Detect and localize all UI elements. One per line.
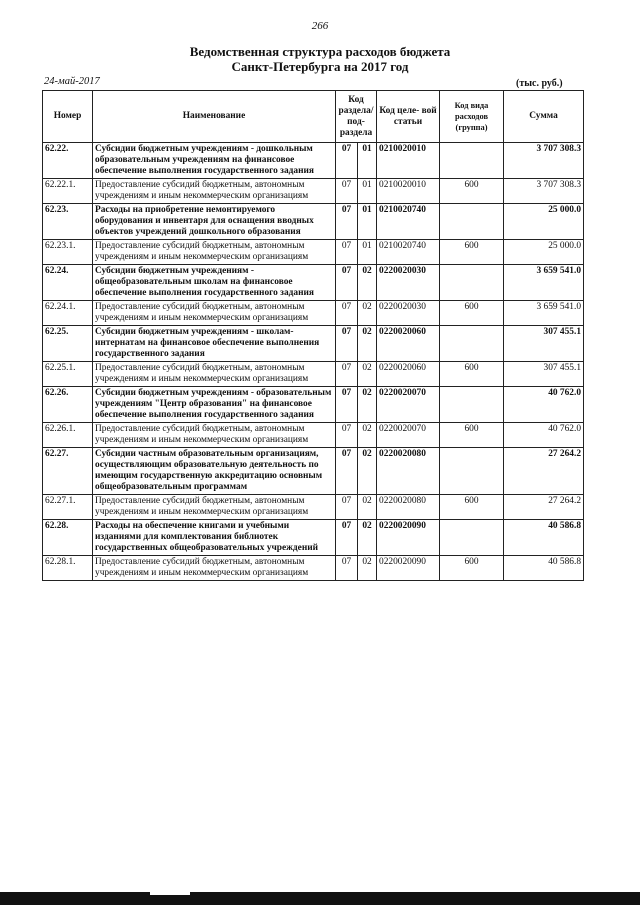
row-number: 62.28. [43,520,93,556]
row-section-code: 07 [336,179,358,204]
row-article-code: 0210020010 [377,179,440,204]
row-sum: 40 586.8 [504,556,584,581]
row-number: 62.25. [43,326,93,362]
row-subsection-code: 02 [358,387,377,423]
row-subsection-code: 02 [358,448,377,495]
row-name: Субсидии бюджетным учреждениям - образовательным учреждениям "Центр образования" на финансовое обеспечение выполнения государственного задания [93,387,336,423]
row-section-code: 07 [336,265,358,301]
table-row [43,556,584,581]
row-article-code: 0220020030 [377,301,440,326]
row-name: Расходы на приобретение немонтируемого оборудования и инвентаря для оснащения вводных объектов учреждений дошкольного образования [93,204,336,240]
row-subsection-code: 01 [358,240,377,265]
row-section-code: 07 [336,556,358,581]
row-article-code: 0210020010 [377,143,440,179]
row-section-code: 07 [336,204,358,240]
row-article-code: 0220020090 [377,520,440,556]
row-number: 62.25.1. [43,362,93,387]
row-sum: 307 455.1 [504,362,584,387]
document-date: 24-май-2017 [44,76,100,87]
row-number: 62.23.1. [43,240,93,265]
row-number: 62.24.1. [43,301,93,326]
table-row [43,387,584,423]
row-name: Предоставление субсидий бюджетным, автономным учреждениям и иным некоммерческим организациям [93,301,336,326]
row-sum: 25 000.0 [504,240,584,265]
page-number: 266 [311,20,329,32]
scan-edge-gap [150,892,190,895]
row-expense-type [440,448,504,495]
row-expense-type: 600 [440,240,504,265]
row-article-code: 0220020070 [377,387,440,423]
row-sum: 3 707 308.3 [504,143,584,179]
row-name: Предоставление субсидий бюджетным, автономным учреждениям и иным некоммерческим организациям [93,495,336,520]
row-section-code: 07 [336,143,358,179]
table-row [43,495,584,520]
table-row [43,179,584,204]
row-sum: 307 455.1 [504,326,584,362]
row-name: Предоставление субсидий бюджетным, автономным учреждениям и иным некоммерческим организациям [93,423,336,448]
title-line-1: Ведомственная структура расходов бюджета [189,44,451,59]
row-name: Предоставление субсидий бюджетным, автономным учреждениям и иным некоммерческим организациям [93,362,336,387]
budget-table [42,90,584,581]
row-subsection-code: 02 [358,362,377,387]
row-section-code: 07 [336,495,358,520]
header-number: Номер [43,91,93,143]
row-section-code: 07 [336,520,358,556]
row-article-code: 0220020070 [377,423,440,448]
row-name: Субсидии бюджетным учреждениям - общеобразовательным школам на финансовое обеспечение выполнения государственного задания [93,265,336,301]
row-expense-type: 600 [440,423,504,448]
table-row [43,448,584,495]
table-row [43,301,584,326]
row-subsection-code: 02 [358,495,377,520]
row-sum: 25 000.0 [504,204,584,240]
row-expense-type [440,143,504,179]
row-subsection-code: 02 [358,556,377,581]
row-name: Предоставление субсидий бюджетным, автономным учреждениям и иным некоммерческим организациям [93,556,336,581]
row-number: 62.22. [43,143,93,179]
row-article-code: 0220020090 [377,556,440,581]
row-article-code: 0220020080 [377,495,440,520]
row-expense-type: 600 [440,495,504,520]
row-expense-type [440,204,504,240]
row-article-code: 0220020060 [377,326,440,362]
row-expense-type [440,387,504,423]
table-header-row [43,91,584,143]
table-row [43,143,584,179]
row-sum: 3 659 541.0 [504,265,584,301]
row-name: Расходы на обеспечение книгами и учебными изданиями для комплектования библиотек государственных общеобразовательных учреждений [93,520,336,556]
header-name: Наименование [93,91,336,143]
row-section-code: 07 [336,240,358,265]
row-number: 62.26.1. [43,423,93,448]
row-article-code: 0220020060 [377,362,440,387]
row-name: Субсидии бюджетным учреждениям - школам-интернатам на финансовое обеспечение выполнения государственного задания [93,326,336,362]
row-subsection-code: 01 [358,179,377,204]
row-number: 62.27. [43,448,93,495]
row-number: 62.28.1. [43,556,93,581]
row-subsection-code: 02 [358,326,377,362]
row-section-code: 07 [336,423,358,448]
units-label: (тыс. руб.) [516,78,563,89]
row-article-code: 0220020080 [377,448,440,495]
row-expense-type: 600 [440,179,504,204]
row-subsection-code: 02 [358,423,377,448]
row-number: 62.24. [43,265,93,301]
row-subsection-code: 01 [358,204,377,240]
row-subsection-code: 01 [358,143,377,179]
row-section-code: 07 [336,387,358,423]
row-sum: 40 762.0 [504,387,584,423]
row-expense-type: 600 [440,556,504,581]
table-row [43,362,584,387]
row-subsection-code: 02 [358,520,377,556]
row-article-code: 0210020740 [377,240,440,265]
row-section-code: 07 [336,448,358,495]
row-expense-type [440,520,504,556]
scan-bottom-edge [0,892,640,905]
row-name: Предоставление субсидий бюджетным, автономным учреждениям и иным некоммерческим организациям [93,240,336,265]
row-name: Предоставление субсидий бюджетным, автономным учреждениям и иным некоммерческим организациям [93,179,336,204]
row-expense-type: 600 [440,362,504,387]
header-article: Код целе- вой статьи [377,91,440,143]
row-number: 62.27.1. [43,495,93,520]
row-sum: 27 264.2 [504,448,584,495]
row-sum: 3 707 308.3 [504,179,584,204]
header-section: Код раздела/ под- раздела [336,91,377,143]
row-section-code: 07 [336,301,358,326]
row-article-code: 0220020030 [377,265,440,301]
row-subsection-code: 02 [358,301,377,326]
row-name: Субсидии бюджетным учреждениям - дошкольным образовательным учреждениям на финансовое обеспечение выполнения государственного задания [93,143,336,179]
row-subsection-code: 02 [358,265,377,301]
table-row [43,240,584,265]
row-article-code: 0210020740 [377,204,440,240]
table-row [43,520,584,556]
row-number: 62.23. [43,204,93,240]
header-sum: Сумма [504,91,584,143]
row-name: Субсидии частным образовательным организациям, осуществляющим образовательную деятельность по имеющим государственную аккредитацию основным общеобразовательным программам [93,448,336,495]
document-title [0,44,640,74]
row-section-code: 07 [336,362,358,387]
row-number: 62.26. [43,387,93,423]
table-row [43,265,584,301]
row-sum: 40 762.0 [504,423,584,448]
header-expense-type: Код вида расходов (группа) [440,91,504,143]
row-expense-type: 600 [440,301,504,326]
row-expense-type [440,326,504,362]
row-sum: 27 264.2 [504,495,584,520]
title-line-2: Санкт-Петербурга на 2017 год [231,59,409,74]
row-sum: 40 586.8 [504,520,584,556]
row-section-code: 07 [336,326,358,362]
table-body [43,143,584,581]
table-row [43,423,584,448]
table-row [43,204,584,240]
table-row [43,326,584,362]
row-sum: 3 659 541.0 [504,301,584,326]
row-expense-type [440,265,504,301]
row-number: 62.22.1. [43,179,93,204]
